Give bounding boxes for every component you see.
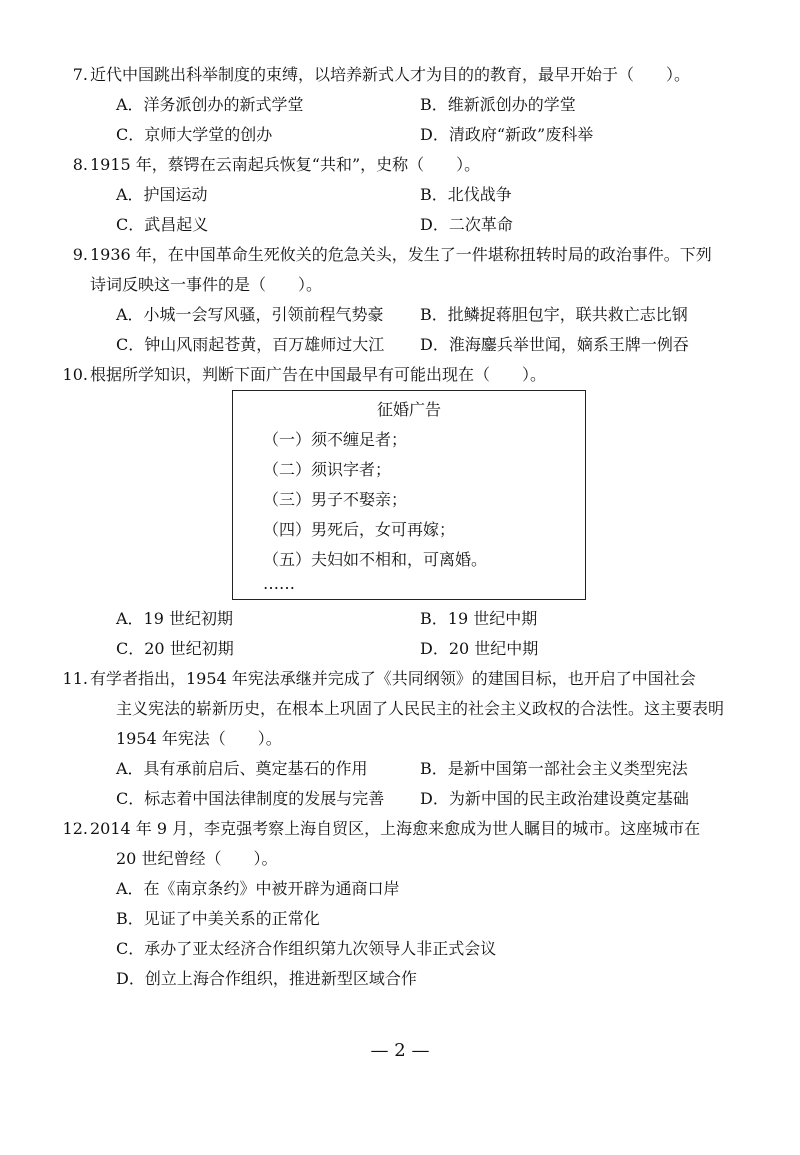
question-12 [58,818,700,840]
question-11-cont-2: 1954 年宪法（ ）。 [116,729,282,748]
ad-item-5: （五）夫妇如不相和，可离婚。 [263,550,488,569]
ad-title: 征婚广告 [376,400,441,419]
marriage-ad-box [232,390,586,600]
q12-option-c: C．承办了亚太经济合作组织第九次领导人非正式会议 [116,939,497,958]
q8-option-a: A．护国运动 [116,185,208,204]
q7-option-b: B．维新派创办的学堂 [420,95,576,114]
page-number: — 2 — [370,1040,430,1061]
q9-option-b: B．批鳞捉蒋胆包宇，联共救亡志比钢 [420,305,688,324]
q10-option-b: B．19 世纪中期 [420,609,538,628]
q8-option-c: C．武昌起义 [116,215,209,234]
q7-option-d: D．清政府“新政”废科举 [420,125,594,144]
question-text: 根据所学知识，判断下面广告在中国最早有可能出现在（ ）。 [90,365,547,384]
ad-item-4: （四）男死后，女可再嫁； [263,520,456,539]
q7-option-c: C．京师大学堂的创办 [116,125,273,144]
question-10 [58,364,546,386]
q7-option-a: A．洋务派创办的新式学堂 [116,95,304,114]
q9-option-a: A．小城一会写风骚，引领前程气势豪 [116,305,384,324]
ad-item-1: （一）须不缠足者； [263,430,408,449]
q10-option-d: D．20 世纪中期 [420,639,539,658]
question-number: 12. [62,819,88,838]
question-text: 2014 年 9 月，李克强考察上海自贸区，上海愈来愈成为世人瞩目的城市。这座城市在 [90,819,701,838]
question-9 [58,244,712,266]
q11-option-d: D．为新中国的民主政治建设奠定基础 [420,789,689,808]
q12-option-b: B．见证了中美关系的正常化 [116,909,320,928]
ad-item-3: （三）男子不娶亲； [263,490,408,509]
question-text: 近代中国跳出科举制度的束缚，以培养新式人才为目的的教育，最早开始于（ ）。 [90,65,691,84]
question-8 [58,154,480,176]
question-number: 7. [72,65,88,84]
question-number: 9. [72,245,88,264]
ad-item-2: （二）须识字者； [263,460,392,479]
question-11-cont-1: 主义宪法的崭新历史，在根本上巩固了人民民主的社会主义政权的合法性。这主要表明 [116,699,725,718]
question-9-cont: 诗词反映这一事件的是（ ）。 [90,275,323,294]
q12-option-a: A．在《南京条约》中被开辟为通商口岸 [116,879,400,898]
question-12-cont: 20 世纪曾经（ ）。 [116,849,278,868]
q10-option-a: A．19 世纪初期 [116,609,234,628]
q8-option-b: B．北伐战争 [420,185,512,204]
q11-option-c: C．标志着中国法律制度的发展与完善 [116,789,385,808]
ad-item-ellipsis: …… [263,574,295,593]
question-text: 有学者指出，1954 年宪法承继并完成了《共同纲领》的建国目标，也开启了中国社会 [90,669,696,688]
question-text: 1915 年，蔡锷在云南起兵恢复“共和”，史称（ ）。 [90,155,481,174]
q11-option-b: B．是新中国第一部社会主义类型宪法 [420,759,688,778]
q8-option-d: D．二次革命 [420,215,513,234]
question-7 [58,64,690,86]
question-text: 1936 年，在中国革命生死攸关的危急关头，发生了一件堪称扭转时局的政治事件。下列 [90,245,712,264]
q11-option-a: A．具有承前启后、奠定基石的作用 [116,759,368,778]
q12-option-d: D．创立上海合作组织，推进新型区域合作 [116,969,417,988]
question-number: 10. [62,365,88,384]
question-number: 8. [72,155,88,174]
q9-option-c: C．钟山风雨起苍黄，百万雄师过大江 [116,335,385,354]
q10-option-c: C．20 世纪初期 [116,639,234,658]
question-number: 11. [62,669,88,688]
q9-option-d: D．淮海鏖兵举世闻，嫡系王牌一例吞 [420,335,689,354]
question-11 [58,668,696,690]
